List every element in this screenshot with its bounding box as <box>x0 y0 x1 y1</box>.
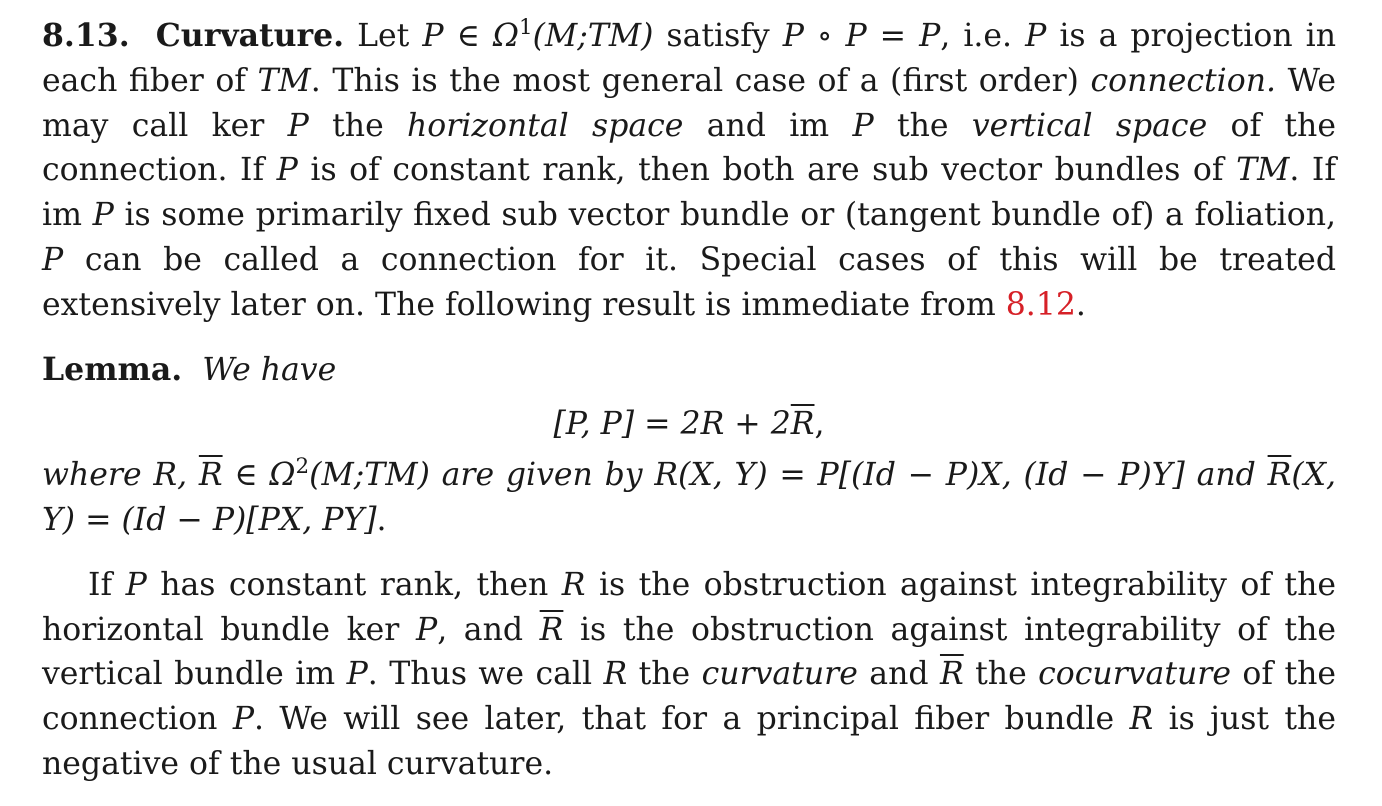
page <box>42 14 1336 787</box>
closing-paragraph <box>42 563 1336 787</box>
section-number: 8.13. <box>42 17 130 54</box>
text: is the obstruction against integrability of the vertical bundle im <box>42 611 1336 693</box>
lemma-label: Lemma. <box>42 350 183 388</box>
term-connection: connection. <box>1090 62 1276 99</box>
term-vertical-space: vertical space <box>971 107 1208 144</box>
math-tm: TM <box>257 62 311 99</box>
math-p: P <box>42 241 64 278</box>
math-proj-arg: (M;TM) <box>532 18 654 54</box>
math-sup: 1 <box>519 15 533 41</box>
section-title: Curvature. <box>155 17 345 54</box>
math-p: P <box>276 152 298 189</box>
math-p: P <box>346 656 368 693</box>
section-paragraph <box>42 14 1336 328</box>
math-p: P <box>232 701 255 738</box>
text: the <box>638 656 691 693</box>
text: the <box>896 107 949 144</box>
math-r: R <box>603 656 628 693</box>
text: where <box>42 457 142 494</box>
text: We may call ker <box>42 62 1337 144</box>
text: has constant rank, then <box>160 566 549 603</box>
math-rbar: $\overline{R}$ <box>539 611 564 648</box>
text: can be called a connection for it. Special cases of this will be treated extensively later on. The following result is immediate from <box>42 241 1336 323</box>
math-proj-eq: P ∘ P = P <box>782 18 941 54</box>
text: is some primarily fixed sub vector bundle or (tangent bundle of) a foliation, <box>124 197 1337 234</box>
text: and <box>1196 457 1256 494</box>
reference-link[interactable]: 8.12 <box>1005 286 1076 323</box>
text: of the connection <box>42 656 1337 738</box>
math-p: P <box>287 107 309 144</box>
lemma-formula <box>42 402 1336 447</box>
math-sup: 2 <box>295 454 310 480</box>
math-rbar: $\overline{R}$ <box>939 656 964 693</box>
math-p: P <box>92 197 114 234</box>
text: and <box>869 656 929 693</box>
math-rbar-def: (X, Y) = (Id − P)[PX, PY] <box>42 457 1337 538</box>
math-tm: TM <box>1236 152 1290 189</box>
formula-rhs: = 2R + 2 <box>644 406 791 443</box>
term-horizontal-space: horizontal space <box>407 107 684 144</box>
text: are given by <box>441 457 643 494</box>
lemma-heading <box>42 348 1336 393</box>
formula-rbar: $\overline{R}$ <box>790 406 815 443</box>
text: is of constant rank, then both are sub vector bundles of <box>310 152 1224 189</box>
math-r: R <box>1129 701 1154 738</box>
text: the <box>975 656 1027 693</box>
text: is a projection in each fiber of <box>42 18 1337 99</box>
math-r: R, <box>153 457 188 494</box>
formula-lhs: [P, P] <box>553 406 635 443</box>
math-p: P <box>125 566 147 603</box>
math-r-def: R(X, Y) = P[(Id − P)X, (Id − P)Y] <box>654 457 1185 494</box>
text: is just the negative of the usual curvature. <box>42 701 1336 782</box>
formula-end: , <box>814 406 825 443</box>
text: If <box>88 566 113 603</box>
text: . If im <box>42 152 1337 234</box>
term-cocurvature: cocurvature <box>1038 656 1231 693</box>
text: Let <box>357 18 410 54</box>
text: of the connection. If <box>42 107 1336 189</box>
math-omega-arg: (M;TM) <box>309 457 430 494</box>
text: . Thus we call <box>367 656 593 693</box>
math-p: P <box>1025 18 1047 54</box>
text: and im <box>706 107 830 144</box>
math-p: P <box>415 611 438 648</box>
math-rbar: $\overline{R}$ <box>1267 457 1292 494</box>
text: . <box>1075 286 1086 323</box>
math-p: P <box>852 107 874 144</box>
lemma-intro: We have <box>202 351 337 388</box>
math-in-omega: ∈ Ω <box>234 457 296 494</box>
math-rbar: $\overline{R}$ <box>198 457 223 494</box>
text: is the obstruction against integrability of the horizontal bundle ker <box>42 566 1337 648</box>
text: , i.e. <box>940 18 1013 54</box>
text: satisfy <box>666 18 770 54</box>
text: . This is the most general case of a (first order) <box>310 62 1079 99</box>
math-proj-cond: P ∈ Ω <box>422 18 520 54</box>
lemma-body <box>42 453 1336 543</box>
math-r: R <box>561 566 586 603</box>
text: . <box>376 501 387 538</box>
term-curvature: curvature <box>701 656 858 693</box>
text: . We will see later, that for a principal fiber bundle <box>254 701 1115 738</box>
text: , and <box>437 611 524 648</box>
text: the <box>332 107 384 144</box>
